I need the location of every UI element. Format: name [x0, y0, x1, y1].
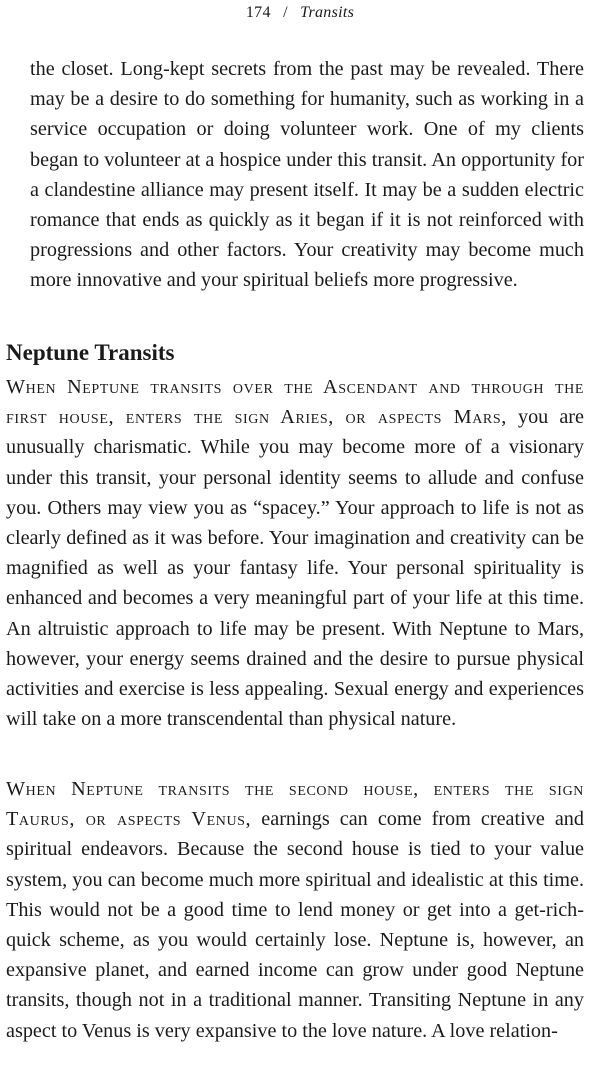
paragraph-body: earnings can come from creative and spiritual endeavors. Because the second house is tied to your value system, you can become much more spiritual and idealistic at this time. This would not be a good time to lend money or get into a get-rich-quick scheme, as you would certainly lose. Neptune is, however, an expansive planet, and earned income can grow under good Neptune transits, though not in a traditional manner. Transiting Neptune in any aspect to Venus is very expansive to the love nature. A love relation- [6, 808, 584, 1042]
paragraph-runin: When Neptune transits over the Ascendant and through the first house, enters the sign Aries, or aspects Mars, [6, 376, 584, 429]
paragraph-body: you are unusually charismatic. While you may become more of a visionary under this transit, your personal identity seems to allude and confuse you. Others may view you as “spacey.” Your approach to life is not as clearly defined as it was before. Your imagination and creativity can be magnified as well as your fantasy life. Your personal spirituality is enhanced and becomes a very meaningful part of your life at this time. An altruistic approach to life may be present. With Neptune to Mars, however, your energy seems drained and the desire to pursue physical activities and exercise is less appealing. Sexual energy and experiences will take on a more transcendental than physical nature. [6, 406, 584, 731]
paragraph-runin: When Neptune transits the second house, enters the sign Taurus, or aspects Venus, [6, 778, 584, 831]
running-head [0, 4, 600, 22]
section-title: Transits [300, 4, 355, 21]
page-number: 174 [245, 4, 271, 21]
header-separator: / [283, 4, 288, 21]
section-heading: Neptune Transits [6, 340, 175, 365]
paragraph-continued: the closet. Long-kept secrets from the past may be revealed. There may be a desire to do something for humanity, such as working in a service occupation or doing volunteer work. One of my clients began to volunteer at a hospice under this transit. An opportunity for a clandestine alliance may present itself. It may be a sudden electric romance that ends as quickly as it began if it is not reinforced with progressions and other factors. Your creativity may become much more innovative and your spiritual beliefs more progressive. [30, 58, 584, 292]
paragraph-neptune-second-house [6, 774, 584, 1046]
paragraph-neptune-ascendant [6, 372, 584, 734]
